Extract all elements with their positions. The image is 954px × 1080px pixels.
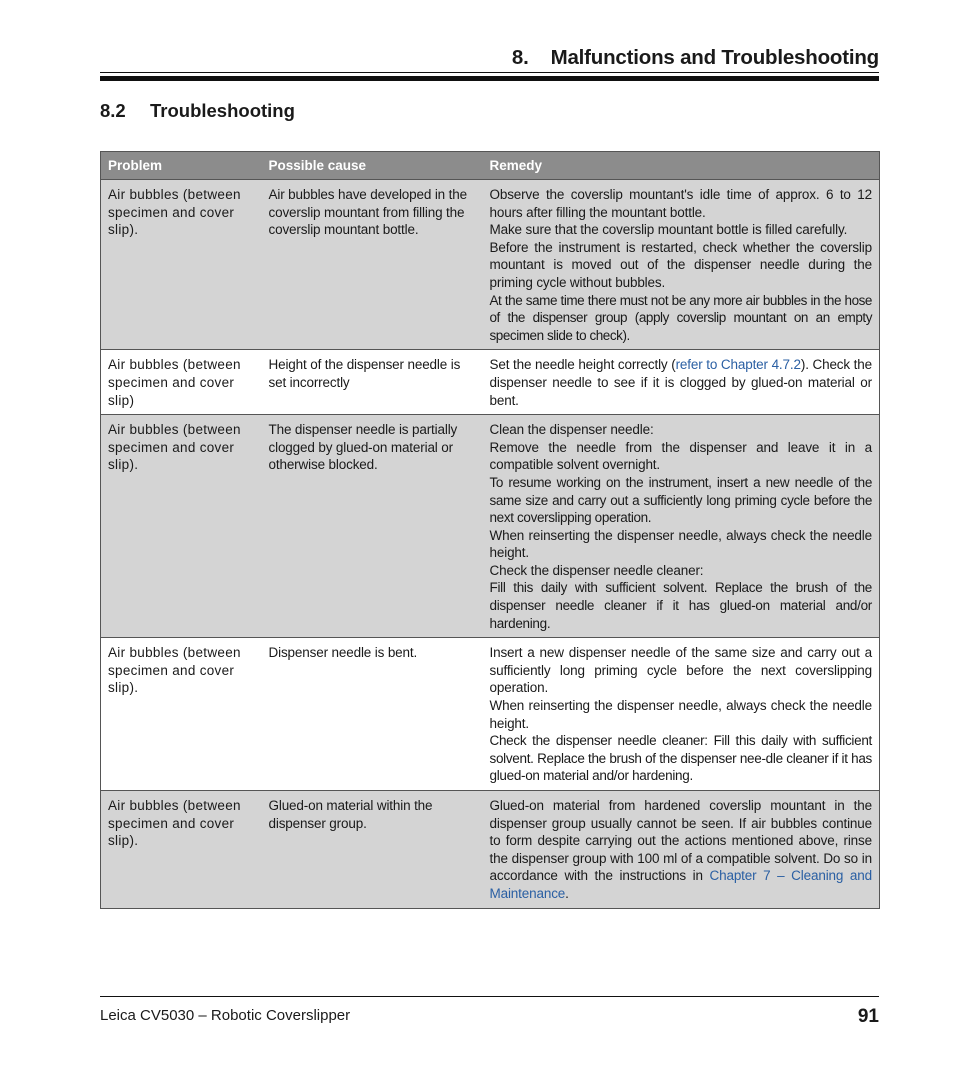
remedy-text: Glued-on material from hardened coverslip mountant in the dispenser group usually cannot be seen. If air bubbles continue to form despite carrying out the actions mentioned above, rinse the dispenser group with 100 ml of a compatible solvent. Do so in accordance with the instructions in: [489, 798, 872, 884]
remedy-line: Check the dispenser needle cleaner:: [489, 562, 704, 578]
problem-text: Air bubbles (between specimen and cover slip).: [108, 645, 241, 696]
remedy-text: Set the needle height correctly (: [489, 357, 676, 373]
header-remedy: Remedy: [483, 152, 880, 180]
chapter-title-text: Malfunctions and Troubleshooting: [550, 46, 879, 69]
problem-cell: [101, 350, 262, 415]
page-number: 91: [857, 1006, 879, 1027]
remedy-line: When reinserting the dispenser needle, always check the needle height.: [489, 698, 872, 731]
chapter-title: [512, 46, 879, 70]
table-row: [101, 791, 880, 909]
chapter-header: [100, 44, 879, 81]
footer-rule: [100, 996, 879, 997]
section-number: 8.2: [100, 100, 126, 121]
remedy-cell: [483, 180, 880, 350]
remedy-cell: [483, 638, 880, 791]
chapter-link[interactable]: refer to Chapter 4.7.2: [675, 357, 801, 373]
remedy-line: Insert a new dispenser needle of the same size and carry out a sufficiently long priming cycle before the next coverslipping operation.: [489, 645, 872, 696]
problem-text: Air bubbles (between specimen and cover slip).: [108, 798, 241, 849]
table-row: [101, 350, 880, 415]
remedy-line: Fill this daily with sufficient solvent. Replace the brush of the dispenser needle cleaner if it has glued-on material and/or hardening.: [489, 580, 872, 631]
problem-text: Air bubbles (between specimen and cover slip): [108, 357, 241, 408]
problem-cell: [101, 791, 262, 909]
footer-product: Leica CV5030 – Robotic Coverslipper: [100, 1007, 351, 1024]
chapter-link[interactable]: Chapter 7 – Cleaning and Maintenance: [489, 868, 872, 901]
remedy-text: ). Check the dispenser needle to see if it is clogged by glued-on material or bent.: [489, 357, 873, 408]
remedy-line: Remove the needle from the dispenser and leave it in a compatible solvent overnight.: [489, 439, 872, 473]
remedy-line: Check the dispenser needle cleaner: Fill this daily with sufficient solvent. Replace the brush of the dispenser nee-dle cleaner if it has glued-on material and/or hardening.: [489, 733, 872, 784]
cause-cell: Glued-on material within the dispenser group.: [262, 791, 483, 909]
remedy-cell: [483, 350, 880, 415]
problem-cell: [101, 638, 262, 791]
chapter-number: 8.: [511, 46, 529, 69]
remedy-text: .: [565, 885, 569, 901]
table-row: [101, 180, 880, 350]
cause-cell: Dispenser needle is bent.: [262, 638, 483, 791]
remedy-line: At the same time there must not be any more air bubbles in the hose of the dispenser group (apply coverslip mountant on an empty specimen slide to check).: [489, 292, 872, 343]
header-problem: Problem: [101, 152, 262, 180]
remedy-cell: [483, 415, 880, 638]
header-rule: [100, 72, 879, 73]
remedy-line: Before the instrument is restarted, check whether the coverslip mountant is moved out of the dispenser needle during the priming cycle without bubbles.: [489, 239, 872, 290]
remedy-line: To resume working on the instrument, insert a new needle of the same size and carry out a sufficiently long priming cycle before the next coverslipping operation.: [489, 474, 872, 526]
cause-cell: The dispenser needle is partially clogged by glued-on material or otherwise blocked.: [262, 415, 483, 638]
section-title-text: Troubleshooting: [150, 100, 295, 121]
header-cause: Possible cause: [262, 152, 483, 180]
remedy-cell: [483, 791, 880, 909]
remedy-line: Make sure that the coverslip mountant bottle is filled carefully.: [489, 222, 848, 238]
problem-cell: [101, 180, 262, 350]
remedy-line: Clean the dispenser needle:: [489, 422, 654, 438]
table-header-row: [101, 152, 880, 180]
section-title: [100, 100, 295, 122]
cause-cell: Height of the dispenser needle is set incorrectly: [262, 350, 483, 415]
table-row: [101, 415, 880, 638]
problem-text: Air bubbles (between specimen and cover slip).: [108, 422, 241, 473]
table-row: [101, 638, 880, 791]
problem-text: Air bubbles (between specimen and cover slip).: [108, 187, 241, 238]
problem-cell: [101, 415, 262, 638]
remedy-line: Observe the coverslip mountant's idle time of approx. 6 to 12 hours after filling the mountant bottle.: [489, 187, 872, 220]
cause-cell: Air bubbles have developed in the coverslip mountant from filling the coverslip mountant bottle.: [262, 180, 483, 350]
remedy-line: When reinserting the dispenser needle, always check the needle height.: [489, 527, 872, 561]
troubleshooting-table: [100, 151, 880, 909]
